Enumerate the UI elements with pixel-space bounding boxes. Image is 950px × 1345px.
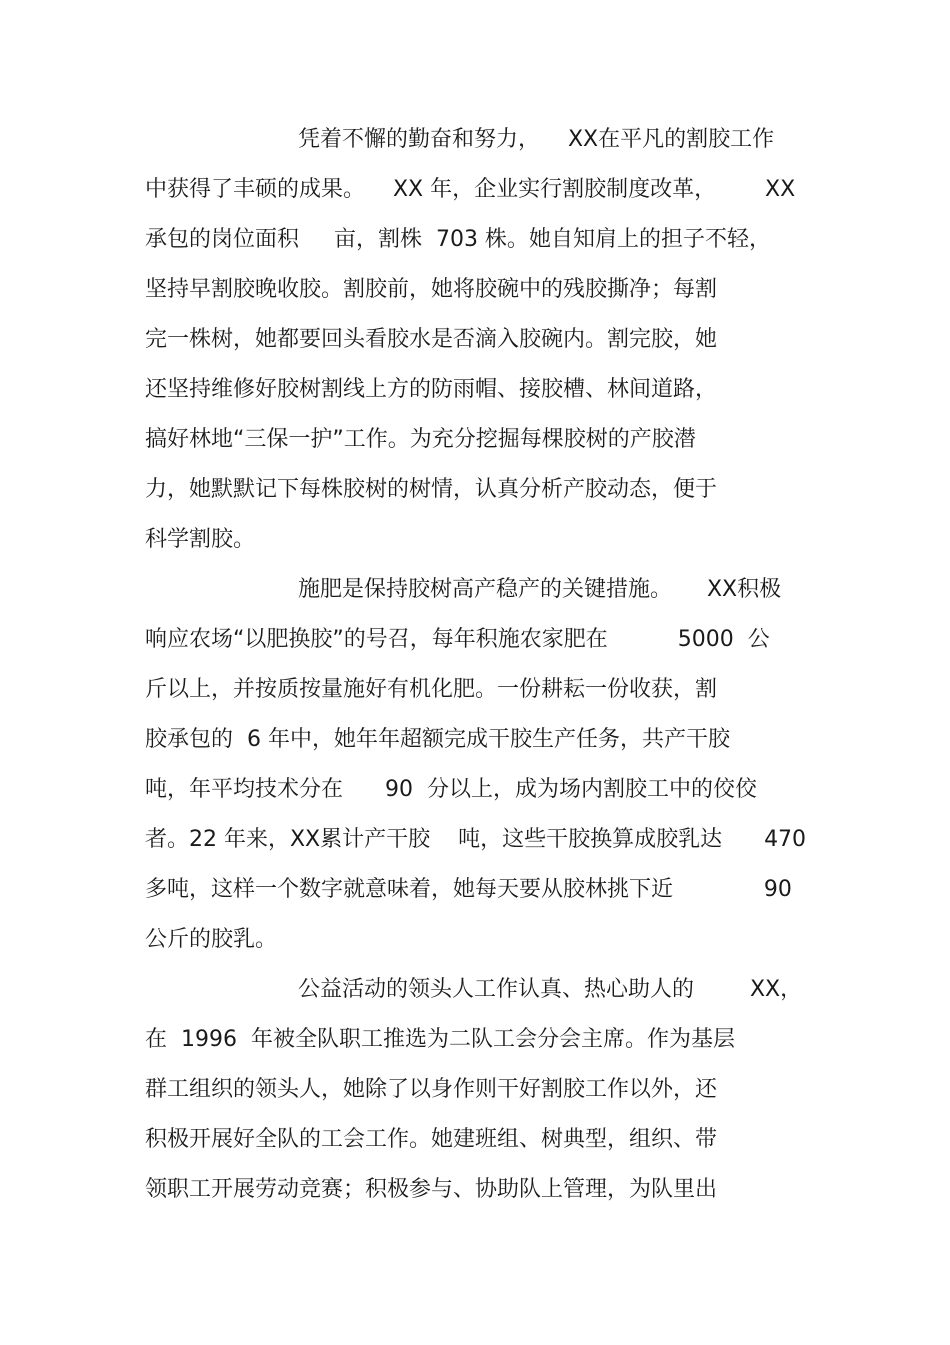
paragraph-1-line-3: 承包的岗位面积 亩，割株 703 株。她自知肩上的担子不轻， [145,227,771,252]
paragraph-1-line-6: 还坚持维修好胶树割线上方的防雨帽、接胶槽、林间道路， [145,377,718,402]
paragraph-3-line-2: 在 1996 年被全队职工推选为二队工会分会主席。作为基层 [145,1027,735,1052]
paragraph-1-line-4: 坚持早割胶晚收胶。割胶前，她将胶碗中的残胶撕净；每割 [145,277,718,302]
paragraph-1-line-2: 中获得了丰硕的成果。 XX 年，企业实行割胶制度改革， XX [145,177,796,202]
paragraph-1-line-7: 搞好林地“三保一护”工作。为充分挖掘每棵胶树的产胶潜 [145,427,696,452]
paragraph-3-line-1: 公益活动的领头人工作认真、热心助人的 XX， [298,977,803,1002]
paragraph-1-line-5: 完一株树，她都要回头看胶水是否滴入胶碗内。割完胶，她 [145,327,718,352]
paragraph-2-line-2: 响应农场“以肥换胶”的号召，每年积施农家肥在 5000 公 [145,627,770,652]
paragraph-2-line-4: 胶承包的 6 年中，她年年超额完成干胶生产任务，共产干胶 [145,727,730,752]
paragraph-1-line-1: 凭着不懈的勤奋和努力， XX在平凡的割胶工作 [298,127,775,152]
paragraph-3-line-3: 群工组织的领头人，她除了以身作则干好割胶工作以外，还 [145,1077,718,1102]
paragraph-2-line-7: 多吨，这样一个数字就意味着，她每天要从胶林挑下近 90 [145,877,792,902]
paragraph-1-line-8: 力，她默默记下每株胶树的树情，认真分析产胶动态，便于 [145,477,718,502]
paragraph-1-line-9: 科学割胶。 [145,527,256,552]
paragraph-2-line-1: 施肥是保持胶树高产稳产的关键措施。 XX积极 [298,577,782,602]
paragraph-2-line-5: 吨，年平均技术分在 90 分以上，成为场内割胶工中的佼佼 [145,777,757,802]
paragraph-3-line-4: 积极开展好全队的工会工作。她建班组、树典型，组织、带 [145,1127,718,1152]
paragraph-2-line-3: 斤以上，并按质按量施好有机化肥。一份耕耘一份收获，割 [145,677,718,702]
paragraph-2-line-8: 公斤的胶乳。 [145,927,278,952]
paragraph-3-line-5: 领职工开展劳动竞赛；积极参与、协助队上管理，为队里出 [145,1177,718,1202]
paragraph-2-line-6: 者。22 年来，XX累计产干胶 吨，这些干胶换算成胶乳达 470 [145,827,807,852]
